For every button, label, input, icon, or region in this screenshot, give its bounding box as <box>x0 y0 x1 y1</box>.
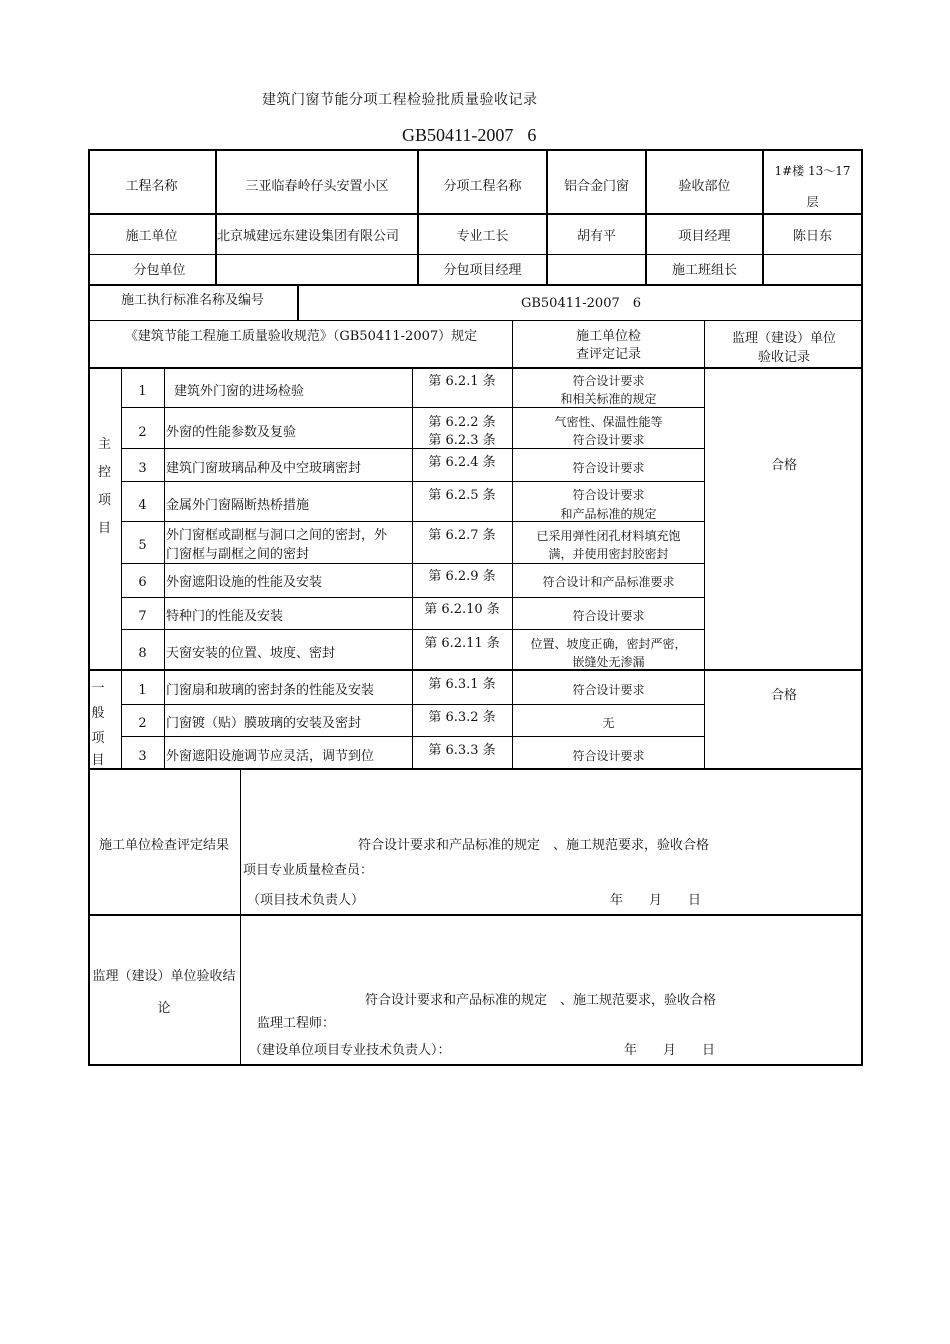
item-no: 1 <box>138 683 147 698</box>
subcontractor-label: 分包单位 <box>133 263 186 278</box>
item-no: 2 <box>138 425 147 440</box>
supervision-engineer-label: 监理工程师： <box>257 1016 336 1031</box>
main-group-label-1: 主 <box>97 437 111 452</box>
item-result: 符合设计要求 <box>572 683 645 697</box>
item-result-line1: 位置、坡度正确，密封严密， <box>530 637 687 651</box>
main-group-label-3: 项 <box>97 493 111 508</box>
supervision-result-label-line1: 监理（建设）单位验收结 <box>92 969 236 984</box>
item-no: 5 <box>138 538 147 553</box>
sup-header-line2: 验收记录 <box>757 350 810 365</box>
general-group-label-1: 一 <box>91 681 105 696</box>
team-leader-label: 施工班组长 <box>671 263 737 278</box>
col-divider <box>164 367 165 769</box>
general-verdict: 合格 <box>770 688 797 703</box>
sup-header-line1: 监理（建设）单位 <box>731 331 836 346</box>
item-result-line2: 嵌缝处无渗漏 <box>572 655 645 669</box>
check-header-line1: 施工单位检 <box>575 329 641 344</box>
item-clause: 第 6.2.1 条 <box>428 374 496 389</box>
item-clause: 第 6.2.11 条 <box>424 636 500 651</box>
accept-part-line2: 层 <box>806 195 819 209</box>
standard-number: GB50411-2007 <box>402 125 514 145</box>
row-divider <box>88 367 863 369</box>
check-header-line2: 查评定记录 <box>575 347 641 362</box>
quality-inspector-label: 项目专业质量检查员： <box>243 863 374 878</box>
row-divider <box>88 914 863 916</box>
item-clause: 第 6.2.10 条 <box>424 602 500 617</box>
construction-date: 年 月 日 <box>610 893 702 908</box>
supervision-result-label-line2: 论 <box>157 1001 171 1016</box>
sub-project: 铝合金门窗 <box>563 179 629 194</box>
row-divider <box>88 669 863 671</box>
row-divider <box>88 320 863 321</box>
sub-project-label: 分项工程名称 <box>443 179 522 194</box>
item-no: 2 <box>138 716 147 731</box>
item-result-line1: 符合设计和产品标准要求 <box>542 575 675 589</box>
item-name-line1: 外门窗框或副框与洞口之间的密封，外 <box>166 528 388 543</box>
item-result-line1: 符合设计要求 <box>572 488 645 502</box>
item-result: 无 <box>602 716 615 730</box>
exec-std-label: 施工执行标准名称及编号 <box>120 293 264 308</box>
item-name: 外窗的性能参数及复验 <box>166 425 297 440</box>
supervision-date: 年 月 日 <box>624 1043 716 1058</box>
item-no: 3 <box>138 749 147 764</box>
item-no: 6 <box>138 575 147 590</box>
row-divider <box>88 254 863 255</box>
item-name: 建筑外门窗的进场检验 <box>174 384 305 399</box>
item-name: 门窗镀（贴）膜玻璃的安装及密封 <box>166 716 362 731</box>
construction-result-label: 施工单位检查评定结果 <box>98 838 229 853</box>
item-clause: 第 6.3.1 条 <box>428 677 496 692</box>
row-divider <box>88 213 863 215</box>
construction-result-text: 符合设计要求和产品标准的规定 、施工规范要求，验收合格 <box>358 838 710 853</box>
item-result: 符合设计要求 <box>572 749 645 763</box>
row-divider <box>88 768 863 770</box>
item-clause: 第 6.2.9 条 <box>428 569 496 584</box>
construction-unit: 北京城建远东建设集团有限公司 <box>217 229 400 244</box>
construction-unit-label: 施工单位 <box>125 229 178 244</box>
item-name: 金属外门窗隔断热桥措施 <box>166 498 310 513</box>
exec-std: GB50411-2007 6 <box>520 296 642 311</box>
item-no: 7 <box>138 609 147 624</box>
chapter-number: 6 <box>527 125 537 145</box>
project-name-label: 工程名称 <box>125 179 178 194</box>
accept-part-line1: 1#楼 13～17 <box>774 164 851 178</box>
item-name: 外窗遮阳设施调节应灵活，调节到位 <box>166 749 375 764</box>
item-name-line2: 门窗框与副框之间的密封 <box>166 547 310 562</box>
foreman: 胡有平 <box>576 229 616 244</box>
item-no: 4 <box>138 498 147 513</box>
item-clause: 第 6.3.3 条 <box>428 743 496 758</box>
item-result-line2: 和产品标准的规定 <box>560 507 657 521</box>
item-clause: 第 6.2.5 条 <box>428 488 496 503</box>
main-group-label-2: 控 <box>97 465 111 480</box>
tech-lead-label: （项目技术负责人） <box>247 893 365 908</box>
col-divider <box>546 149 548 285</box>
row-divider <box>88 284 863 286</box>
accept-part-label: 验收部位 <box>678 179 731 194</box>
item-clause: 第 6.2.2 条 <box>428 415 496 430</box>
item-name: 特种门的性能及安装 <box>166 609 284 624</box>
col-divider <box>704 367 705 769</box>
item-result-line2: 满，并使用密封胶密封 <box>548 547 669 561</box>
item-name: 天窗安装的位置、坡度、密封 <box>166 646 336 661</box>
page-title: 建筑门窗节能分项工程检验批质量验收记录 <box>262 92 538 108</box>
item-no: 1 <box>138 384 147 399</box>
item-no: 3 <box>138 461 147 476</box>
project-name: 三亚临春岭仔头安置小区 <box>245 179 389 194</box>
item-no: 8 <box>138 646 147 661</box>
standard-code <box>402 125 536 146</box>
col-divider <box>240 768 241 1066</box>
supervision-result-text: 符合设计要求和产品标准的规定 、施工规范要求，验收合格 <box>365 993 717 1008</box>
general-group-label-3: 项 <box>91 731 105 746</box>
item-clause: 第 6.2.7 条 <box>428 528 496 543</box>
item-clause: 第 6.2.4 条 <box>428 455 496 470</box>
item-result-line1: 符合设计要求 <box>572 609 645 623</box>
foreman-label: 专业工长 <box>456 229 509 244</box>
item-result-line1: 符合设计要求 <box>572 374 645 388</box>
item-result-line1: 气密性、保温性能等 <box>554 415 663 429</box>
item-result-line2: 和相关标准的规定 <box>560 392 657 406</box>
sub-pm-label: 分包项目经理 <box>443 263 522 278</box>
item-clause-2: 第 6.2.3 条 <box>428 433 496 448</box>
pm-label: 项目经理 <box>678 229 731 244</box>
main-verdict: 合格 <box>770 458 797 473</box>
item-name: 外窗遮阳设施的性能及安装 <box>166 575 323 590</box>
item-result-line1: 已采用弹性闭孔材料填充饱 <box>536 529 681 543</box>
item-result-line1: 符合设计要求 <box>572 461 645 475</box>
item-name: 建筑门窗玻璃品种及中空玻璃密封 <box>166 461 362 476</box>
pm: 陈日东 <box>792 229 832 244</box>
owner-tech-lead-label: （建设单位项目专业技术负责人）： <box>249 1043 451 1058</box>
item-result-line2: 符合设计要求 <box>572 433 645 447</box>
general-group-label-2: 般 <box>91 706 105 721</box>
item-name: 门窗扇和玻璃的密封条的性能及安装 <box>166 683 375 698</box>
main-group-label-4: 目 <box>97 521 111 536</box>
general-group-label-4: 目 <box>91 753 105 768</box>
spec-header: 《建筑节能工程施工质量验收规范》（GB50411-2007）规定 <box>124 329 478 344</box>
item-clause: 第 6.3.2 条 <box>428 710 496 725</box>
